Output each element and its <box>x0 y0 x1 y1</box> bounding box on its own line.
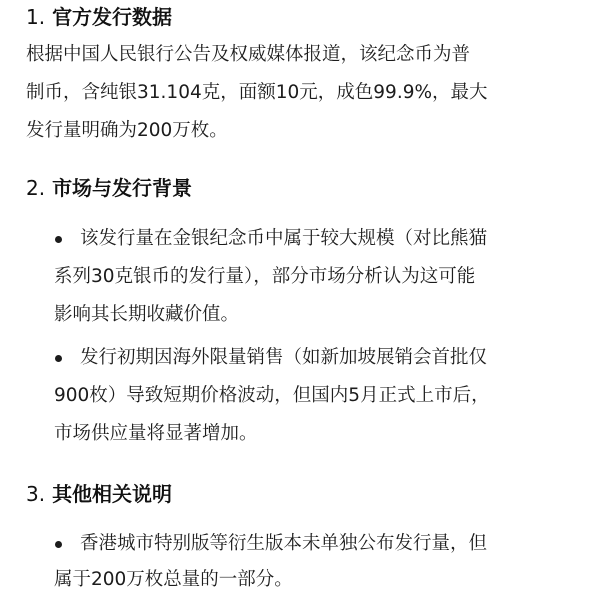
bullet-line: 市场供应量将显著增加。 <box>54 423 258 444</box>
section-2-title: 市场与发行背景 <box>52 176 193 200</box>
bullet-line: 该发行量在金银纪念币中属于较大规模（对比熊猫 <box>80 228 488 249</box>
paragraph-line: 根据中国人民银行公告及权威媒体报道，该纪念币为普 <box>26 44 471 65</box>
section-1-title-wrap <box>52 5 172 29</box>
bullet-line: 900枚）导致短期价格波动，但国内5月正式上市后， <box>54 385 490 406</box>
bullet-line: 系列30克银币的发行量），部分市场分析认为这可能 <box>54 266 476 287</box>
section-2-number: 2. <box>26 176 46 200</box>
section-3-title-wrap <box>52 482 172 506</box>
bullet-line: 发行初期因海外限量销售（如新加坡展销会首批仅 <box>80 347 488 368</box>
bullet-dot <box>55 541 62 548</box>
section-1-number: 1. <box>26 5 46 29</box>
bullet-line: 影响其长期收藏价值。 <box>54 304 240 325</box>
section-3-title: 其他相关说明 <box>52 482 173 506</box>
paragraph-line: 发行量明确为200万枚。 <box>26 120 228 141</box>
section-1-heading <box>26 2 172 32</box>
bullet-dot <box>55 355 62 362</box>
bullet-line: 香港城市特别版等衍生版本未单独公布发行量，但 <box>80 533 488 554</box>
section-2-heading <box>26 173 192 203</box>
section-3-number: 3. <box>26 482 46 506</box>
section-2-title-wrap <box>52 176 192 200</box>
bullet-dot <box>55 236 62 243</box>
section-3-heading <box>26 479 172 509</box>
paragraph-line: 制币，含纯银31.104克，面额10元，成色99.9%，最大 <box>26 82 488 103</box>
section-1-title: 官方发行数据 <box>52 5 173 29</box>
bullet-line: 属于200万枚总量的一部分。 <box>54 569 293 590</box>
